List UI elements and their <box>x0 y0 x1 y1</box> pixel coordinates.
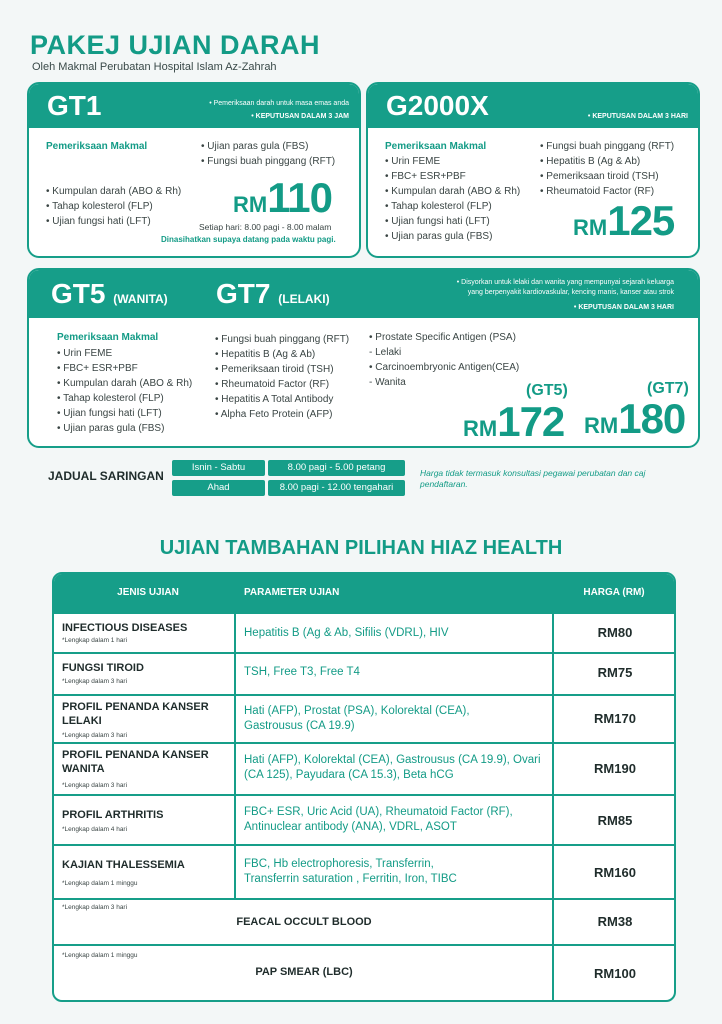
schedule-time-weekday: 8.00 pagi - 5.00 petang <box>268 460 405 476</box>
col-header-test: JENIS UJIAN <box>117 587 179 598</box>
gt57-result-time: • KEPUTUSAN DALAM 3 HARI <box>573 304 674 311</box>
list-item: • Kumpulan darah (ABO & Rh) <box>46 184 181 199</box>
gt7-tag: (LELAKI) <box>278 292 330 306</box>
test-price: RM85 <box>597 813 633 828</box>
test-name: FUNGSI TIROID <box>62 662 144 674</box>
g2000x-list-left <box>385 154 520 244</box>
gt5-tag: (WANITA) <box>113 292 168 306</box>
list-item: • Pemeriksaan tiroid (TSH) <box>540 169 674 184</box>
currency: RM <box>573 215 608 240</box>
list-item: - Lelaki <box>369 345 519 360</box>
gt1-list-left <box>46 184 181 229</box>
test-note: *Lengkap dalam 1 minggu <box>62 952 138 959</box>
g2000x-price <box>573 197 674 245</box>
test-note: *Lengkap dalam 1 hari <box>62 637 128 644</box>
table-row <box>54 944 674 1002</box>
list-item: • Rheumatoid Factor (RF) <box>215 377 349 392</box>
test-name: PAP SMEAR (LBC) <box>255 966 353 978</box>
list-item: • Hepatitis B (Ag & Ab) <box>215 347 349 362</box>
list-item: • FBC+ ESR+PBF <box>57 361 192 376</box>
list-item: • Tahap kolesterol (FLP) <box>385 199 520 214</box>
gt1-hours: Setiap hari: 8.00 pagi - 8.00 malam <box>199 222 332 232</box>
gt1-name: GT1 <box>47 90 102 121</box>
gt7-price <box>584 395 685 443</box>
page-title: PAKEJ UJIAN DARAH <box>30 30 321 60</box>
test-parameters: Hati (AFP), Prostat (PSA), Kolorektal (CEA), Gastrousus (CA 19.9) <box>244 705 470 732</box>
list-item: • FBC+ ESR+PBF <box>385 169 520 184</box>
list-item: • Ujian paras gula (FBS) <box>385 229 520 244</box>
column-divider <box>234 614 236 652</box>
list-item: • Fungsi buah pinggang (RFT) <box>540 139 674 154</box>
column-divider <box>234 654 236 694</box>
price-disclaimer: Harga tidak termasuk konsultasi pegawai perubatan dan caj pendaftaran. <box>420 468 646 489</box>
schedule-day-sunday: Ahad <box>172 480 265 496</box>
test-parameters: FBC+ ESR, Uric Acid (UA), Rheumatoid Factor (RF), Antinuclear antibody (ANA), VDRL, ASOT <box>244 806 513 833</box>
test-note: *Lengkap dalam 3 hari <box>62 782 128 789</box>
test-name: PROFIL ARTHRITIS <box>62 809 164 821</box>
gt5-name <box>51 278 168 310</box>
gt1-card <box>27 82 361 258</box>
schedule-time-sunday: 8.00 pagi - 12.00 tengahari <box>268 480 405 496</box>
gt57-note-1: • Disyorkan untuk lelaki dan wanita yang mempunyai sejarah keluarga <box>456 279 674 286</box>
test-note: *Lengkap dalam 3 hari <box>62 732 128 739</box>
gt5-price-label: (GT5) <box>526 382 568 399</box>
gt5-title: GT5 <box>51 278 106 309</box>
gt57-list-a <box>57 346 192 436</box>
list-item: • Tahap kolesterol (FLP) <box>57 391 192 406</box>
list-item: • Ujian fungsi hati (LFT) <box>46 214 181 229</box>
list-item: • Ujian paras gula (FBS) <box>57 421 192 436</box>
table-row <box>54 844 674 898</box>
test-note: *Lengkap dalam 1 minggu <box>62 880 138 887</box>
price-amount: 125 <box>607 197 675 244</box>
table-row <box>54 612 674 652</box>
list-item: • Ujian fungsi hati (LFT) <box>57 406 192 421</box>
test-price: RM75 <box>597 665 633 680</box>
price-amount: 110 <box>267 174 332 221</box>
g2000x-card <box>366 82 700 258</box>
g2000x-result-time: • KEPUTUSAN DALAM 3 HARI <box>587 113 688 120</box>
list-item: • Pemeriksaan tiroid (TSH) <box>215 362 349 377</box>
list-item: • Ujian fungsi hati (LFT) <box>385 214 520 229</box>
schedule-label: JADUAL SARINGAN <box>48 469 164 483</box>
list-item: • Kumpulan darah (ABO & Rh) <box>385 184 520 199</box>
list-item: - Wanita <box>369 375 519 390</box>
list-item: • Rheumatoid Factor (RF) <box>540 184 674 199</box>
test-parameters: Hati (AFP), Kolorektal (CEA), Gastrousus (CA 19.9), Ovari (CA 125), Payudara (CA 15.3), Beta hCG <box>244 754 541 781</box>
test-price: RM190 <box>594 761 636 776</box>
list-item: • Fungsi buah pinggang (RFT) <box>201 154 335 169</box>
test-name: FEACAL OCCULT BLOOD <box>236 916 372 928</box>
test-price: RM100 <box>594 966 636 981</box>
price-amount: 180 <box>618 395 686 442</box>
currency: RM <box>463 416 498 441</box>
gt57-list-b <box>215 332 349 422</box>
list-item: • Fungsi buah pinggang (RFT) <box>215 332 349 347</box>
test-price: RM170 <box>594 711 636 726</box>
g2000x-name: G2000X <box>386 90 489 121</box>
list-item: • Kumpulan darah (ABO & Rh) <box>57 376 192 391</box>
test-note: *Lengkap dalam 3 hari <box>62 678 128 685</box>
gt1-result-time: • KEPUTUSAN DALAM 3 JAM <box>251 113 349 120</box>
gt1-advice: Dinasihatkan supaya datang pada waktu pagi. <box>161 235 336 244</box>
list-item: • Prostate Specific Antigen (PSA) <box>369 330 519 345</box>
currency: RM <box>233 192 268 217</box>
test-note: *Lengkap dalam 3 hari <box>62 904 128 911</box>
gt1-price <box>233 174 332 222</box>
test-note: *Lengkap dalam 4 hari <box>62 826 128 833</box>
test-name: INFECTIOUS DISEASES <box>62 622 188 634</box>
gt57-note-2: yang berpenyakit kardiovaskular, kencing manis, kanser atau strok <box>467 289 674 296</box>
gt5-price <box>463 398 564 446</box>
test-name: PROFIL PENANDA KANSER LELAKI <box>62 701 209 727</box>
table-row <box>54 898 674 944</box>
list-item: • Tahap kolesterol (FLP) <box>46 199 181 214</box>
column-divider <box>234 696 236 742</box>
price-amount: 172 <box>497 398 565 445</box>
col-header-parameter: PARAMETER UJIAN <box>244 587 340 598</box>
test-price: RM160 <box>594 865 636 880</box>
gt7-price-label: (GT7) <box>647 380 689 397</box>
addon-table <box>52 572 676 1002</box>
gt57-list-c <box>369 330 519 390</box>
list-item: • Alpha Feto Protein (AFP) <box>215 407 349 422</box>
g2000x-list-right <box>540 139 674 199</box>
page-subtitle: Oleh Makmal Perubatan Hospital Islam Az-Zahrah <box>32 61 277 73</box>
table-row <box>54 742 674 794</box>
table-row <box>54 794 674 844</box>
currency: RM <box>584 413 619 438</box>
g2000x-section-title: Pemeriksaan Makmal <box>385 141 487 152</box>
addon-section-title: UJIAN TAMBAHAN PILIHAN HIAZ HEALTH <box>159 537 563 559</box>
column-divider <box>234 796 236 844</box>
list-item: • Hepatitis B (Ag & Ab) <box>540 154 674 169</box>
gt1-list-right <box>201 139 335 169</box>
gt57-section-title: Pemeriksaan Makmal <box>57 332 159 343</box>
gt7-title: GT7 <box>216 278 271 309</box>
gt1-note: • Pemeriksaan darah untuk masa emas anda <box>209 100 349 107</box>
gt7-name <box>216 278 330 310</box>
test-price: RM38 <box>597 914 633 929</box>
test-parameters: Hepatitis B (Ag & Ab, Sifilis (VDRL), HIV <box>244 627 449 639</box>
list-item: • Hepatitis A Total Antibody <box>215 392 349 407</box>
gt57-card <box>27 268 700 448</box>
gt1-section-title: Pemeriksaan Makmal <box>46 141 148 152</box>
list-item: • Urin FEME <box>385 154 520 169</box>
column-divider <box>234 744 236 794</box>
list-item: • Ujian paras gula (FBS) <box>201 139 335 154</box>
column-divider <box>234 846 236 898</box>
col-header-price: HARGA (RM) <box>583 587 645 598</box>
table-row <box>54 652 674 694</box>
test-price: RM80 <box>597 625 633 640</box>
list-item: • Urin FEME <box>57 346 192 361</box>
test-parameters: FBC, Hb electrophoresis, Transferrin, Transferrin saturation , Ferritin, Iron, TIBC <box>244 858 457 885</box>
test-name: KAJIAN THALESSEMIA <box>62 859 185 871</box>
list-item: • Carcinoembryonic Antigen(CEA) <box>369 360 519 375</box>
table-row <box>54 694 674 742</box>
test-name: PROFIL PENANDA KANSER WANITA <box>62 749 209 775</box>
schedule-day-weekday: Isnin - Sabtu <box>172 460 265 476</box>
test-parameters: TSH, Free T3, Free T4 <box>244 666 360 678</box>
